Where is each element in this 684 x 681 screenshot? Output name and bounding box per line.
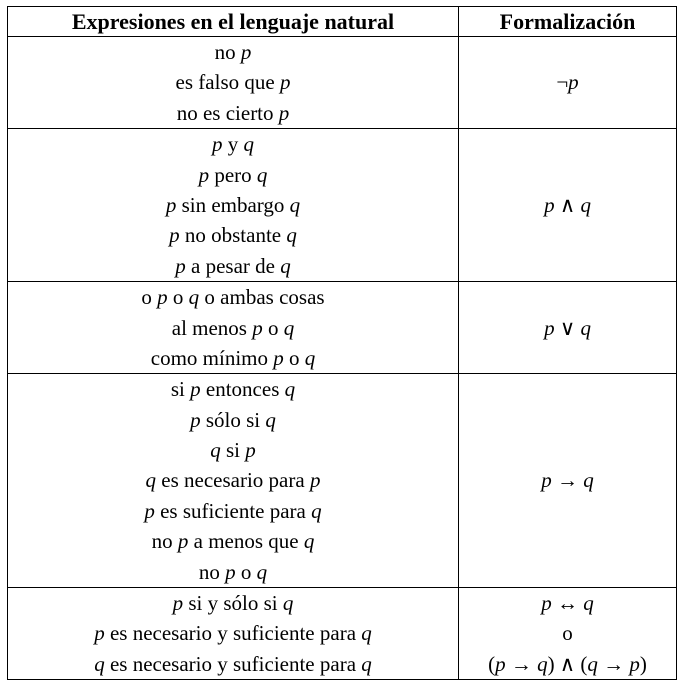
expressions-cell xyxy=(8,588,459,680)
formalization-cell xyxy=(459,129,677,282)
formula: p ↔ q xyxy=(541,591,594,616)
expression: p y q xyxy=(212,132,254,157)
expression: p a pesar de q xyxy=(175,253,291,278)
expressions-cell xyxy=(8,37,459,129)
header-row xyxy=(8,7,677,37)
expression: no es cierto p xyxy=(176,100,290,125)
header-formalization: Formalización xyxy=(459,7,677,37)
expression: si p entonces q xyxy=(170,377,296,402)
formalization-cell xyxy=(459,588,677,680)
expression: p es suficiente para q xyxy=(144,498,322,523)
expressions-cell xyxy=(8,374,459,588)
group-disjunction xyxy=(8,282,677,374)
formula: o xyxy=(562,621,573,646)
formula: p ∨ q xyxy=(544,315,591,340)
formula: p ∧ q xyxy=(544,192,591,217)
header-expressions: Expresiones en el lenguaje natural xyxy=(8,7,459,37)
group-negation xyxy=(8,37,677,129)
expression: q es necesario para p xyxy=(145,468,321,493)
logic-formalization-table xyxy=(7,6,677,680)
group-biconditional xyxy=(8,588,677,680)
expression: como mínimo p o q xyxy=(150,345,316,370)
expression: p no obstante q xyxy=(169,223,297,248)
expression: no p xyxy=(214,40,252,64)
expression: no p o q xyxy=(198,559,268,584)
expression: p sin embargo q xyxy=(165,192,301,217)
expressions-cell xyxy=(8,129,459,282)
formalization-cell xyxy=(459,282,677,374)
expression: p pero q xyxy=(198,162,268,187)
expression: es falso que p xyxy=(175,70,291,95)
expression: p es necesario y suficiente para q xyxy=(94,621,372,646)
group-conditional xyxy=(8,374,677,588)
group-conjunction xyxy=(8,129,677,282)
expression: q si p xyxy=(210,438,256,463)
expression: q es necesario y suficiente para q xyxy=(94,651,372,676)
formula: (p → q) ∧ (q → p) xyxy=(488,651,647,676)
formalization-cell xyxy=(459,37,677,129)
expression: al menos p o q xyxy=(171,315,295,340)
expression: p si y sólo si q xyxy=(172,591,294,616)
expression: no p a menos que q xyxy=(151,529,315,554)
formula: p → q xyxy=(541,468,594,493)
expression: o p o q o ambas cosas xyxy=(141,285,325,310)
expressions-cell xyxy=(8,282,459,374)
formalization-cell xyxy=(459,374,677,588)
formula: ¬p xyxy=(556,70,579,95)
expression: p sólo si q xyxy=(190,407,276,432)
